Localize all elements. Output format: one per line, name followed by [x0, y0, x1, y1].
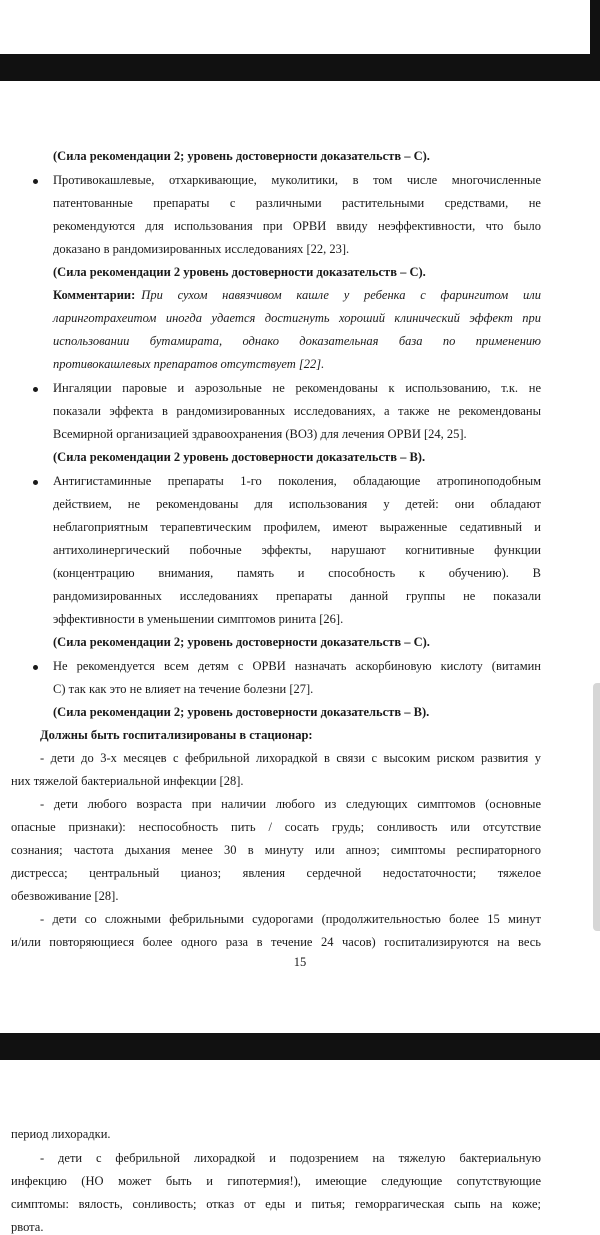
recommendation-strength: (Сила рекомендации 2 уровень достоверности доказательств – В). [53, 450, 426, 464]
text-line: Ингаляции паровые и аэрозольные не рекомендованы к использованию, т.к. не [53, 381, 541, 395]
comment-text: ларинготрахеитом иногда удается достигнуть хороший клинический эффект при [53, 311, 541, 325]
comment-text: При сухом навязчивом кашле у ребенка с фарингитом или [141, 288, 541, 302]
recommendation-strength: (Сила рекомендации 2; уровень достоверности доказательств – В). [53, 705, 430, 719]
text-line: и/или повторяющиеся более одного раза в течение 24 часов) госпитализируются на весь [11, 935, 541, 949]
text-line: рекомендуются для использования при ОРВИ ввиду неэффективности, что было [53, 219, 541, 233]
text-line: - дети до 3-х месяцев с фебрильной лихорадкой в связи с высоким риском развития у [40, 751, 541, 765]
text-line: - дети любого возраста при наличии любого из следующих симптомов (основные [40, 797, 541, 811]
page-separator-top [0, 54, 600, 81]
text-line: рвота. [11, 1220, 44, 1234]
text-line: неблагоприятным терапевтическим профилем, имеют выраженные седативный и [53, 520, 541, 534]
recommendation-strength: (Сила рекомендации 2 уровень достоверности доказательств – С). [53, 265, 426, 279]
text-line: сознания; частота дыхания менее 30 в минуту или апноэ; симптомы респираторного [11, 843, 541, 857]
comment-line [53, 287, 541, 303]
text-line: Противокашлевые, отхаркивающие, муколитики, в том числе многочисленные [53, 173, 541, 187]
text-line: Не рекомендуется всем детям с ОРВИ назначать аскорбиновую кислоту (витамин [53, 659, 541, 673]
text-line: Антигистаминные препараты 1-го поколения, обладающие атропиноподобным [53, 474, 541, 488]
text-line: дистресса; центральный цианоз; явления сердечной недостаточности; тяжелое [11, 866, 541, 880]
text-line: доказано в рандомизированных исследованиях [22, 23]. [53, 242, 350, 256]
page-separator [0, 1033, 600, 1060]
text-line: С) так как это не влияет на течение болезни [27]. [53, 682, 314, 696]
text-line: опасные признаки): неспособность пить / сосать грудь; сонливость или отсутствие [11, 820, 541, 834]
comment-text: противокашлевых препаратов отсутствует [22]. [53, 357, 325, 371]
text-line: патентованные препараты с различными растительными средствами, не [53, 196, 541, 210]
comment-text: использовании бутамирата, однако доказательная база по применению [53, 334, 541, 348]
window-edge [590, 0, 600, 54]
page-number: 15 [293, 955, 307, 969]
text-line: рандомизированных исследованиях препараты данной группы не показали [53, 589, 541, 603]
scroll-handle[interactable] [593, 683, 600, 931]
bullet-marker [33, 665, 38, 670]
text-line: обезвоживание [28]. [11, 889, 119, 903]
text-line: них тяжелой бактериальной инфекции [28]. [11, 774, 244, 788]
text-line: - дети с фебрильной лихорадкой и подозрением на тяжелую бактериальную [40, 1151, 541, 1165]
text-line: инфекцию (НО может быть и гипотермия!), имеющие следующие сопутствующие [11, 1174, 541, 1188]
text-line: (концентрацию внимания, память и способность к обучению). В [53, 566, 541, 580]
text-line: действием, не рекомендованы для использования у детей: они обладают [53, 497, 541, 511]
recommendation-strength: (Сила рекомендации 2; уровень достоверности доказательств – С). [53, 149, 430, 163]
section-heading: Должны быть госпитализированы в стационар: [40, 728, 313, 742]
text-line: антихолинергический побочные эффекты, нарушают когнитивные функции [53, 543, 541, 557]
bullet-marker [33, 179, 38, 184]
text-line: период лихорадки. [11, 1127, 111, 1141]
text-line: показали эффекта в рандомизированных исследованиях, а также не рекомендованы [53, 404, 541, 418]
recommendation-strength: (Сила рекомендации 2; уровень достоверности доказательств – С). [53, 635, 430, 649]
text-line: - дети со сложными фебрильными судорогами (продолжительностью более 15 минут [40, 912, 541, 926]
bullet-marker [33, 387, 38, 392]
text-line: Всемирной организацией здравоохранения (ВОЗ) для лечения ОРВИ [24, 25]. [53, 427, 467, 441]
comment-label: Комментарии: [53, 288, 136, 302]
bullet-marker [33, 480, 38, 485]
text-line: симптомы: вялость, сонливость; отказ от еды и питья; геморрагическая сыпь на коже; [11, 1197, 541, 1211]
text-line: эффективности в уменьшении симптомов ринита [26]. [53, 612, 344, 626]
